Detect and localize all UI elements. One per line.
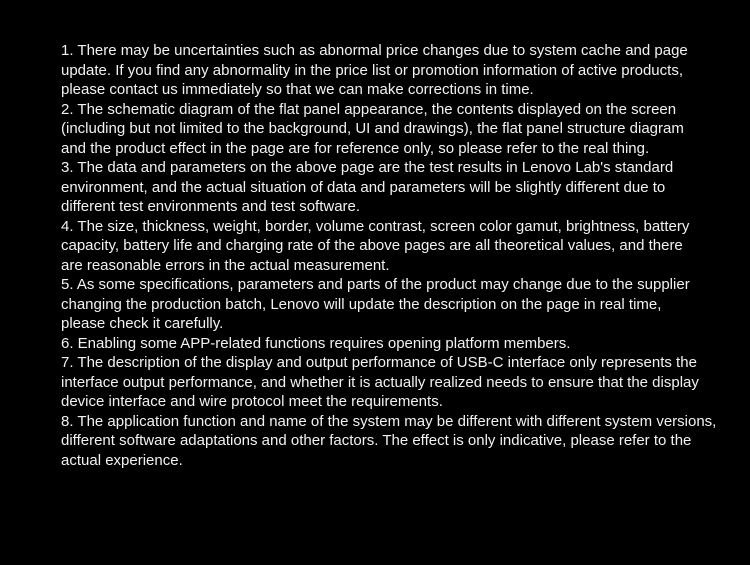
note-4 — [61, 217, 741, 276]
note-2-line-3: and the product effect in the page are for reference only, so please refer to the real thing. — [61, 139, 650, 157]
note-7-line-2: interface output performance, and whether it is actually realized needs to ensure that the display — [61, 373, 699, 391]
note-5 — [61, 275, 741, 334]
note-8-line-2: different software adaptations and other factors. The effect is only indicative, please refer to the — [61, 432, 692, 449]
note-2 — [61, 100, 741, 159]
note-5-line-2: changing the production batch, Lenovo will update the description on the page in real time, — [61, 295, 662, 313]
note-8-line-3: actual experience. — [61, 451, 183, 469]
note-1 — [61, 41, 741, 100]
note-8 — [61, 412, 741, 471]
note-7 — [61, 353, 741, 412]
note-3-line-1: 3. The data and parameters on the above page are the test results in Lenovo Lab's standard — [61, 159, 674, 176]
note-7-line-3: device interface and wire protocol meet the requirements. — [61, 393, 443, 410]
note-4-line-2: capacity, battery life and charging rate of the above pages are all theoretical values, and there — [61, 237, 683, 254]
note-1-line-3: please contact us immediately so that we can make corrections in time. — [61, 81, 534, 98]
note-6-line-1: 6. Enabling some APP-related functions requires opening platform members. — [61, 334, 571, 352]
note-5-line-3: please check it carefully. — [61, 315, 224, 332]
note-4-line-3: are reasonable errors in the actual measurement. — [61, 256, 390, 274]
note-4-line-1: 4. The size, thickness, weight, border, volume contrast, screen color gamut, brightness, battery — [61, 217, 690, 235]
note-2-line-2: (including but not limited to the background, UI and drawings), the flat panel structure diagram — [61, 120, 684, 137]
note-1-line-1: 1. There may be uncertainties such as abnormal price changes due to system cache and page — [61, 42, 688, 59]
note-3-line-2: environment, and the actual situation of data and parameters will be slightly different due to — [61, 178, 666, 196]
note-3 — [61, 158, 741, 217]
disclaimer-notes-list — [61, 41, 741, 470]
note-8-line-1: 8. The application function and name of the system may be different with different system versions, — [61, 412, 717, 430]
note-6 — [61, 334, 741, 354]
note-3-line-3: different test environments and test software. — [61, 198, 361, 215]
note-5-line-1: 5. As some specifications, parameters and parts of the product may change due to the supplier — [61, 276, 690, 293]
note-1-line-2: update. If you find any abnormality in the price list or promotion information of active products, — [61, 61, 683, 79]
note-2-line-1: 2. The schematic diagram of the flat panel appearance, the contents displayed on the screen — [61, 100, 677, 118]
note-7-line-1: 7. The description of the display and output performance of USB-C interface only represents the — [61, 354, 697, 371]
